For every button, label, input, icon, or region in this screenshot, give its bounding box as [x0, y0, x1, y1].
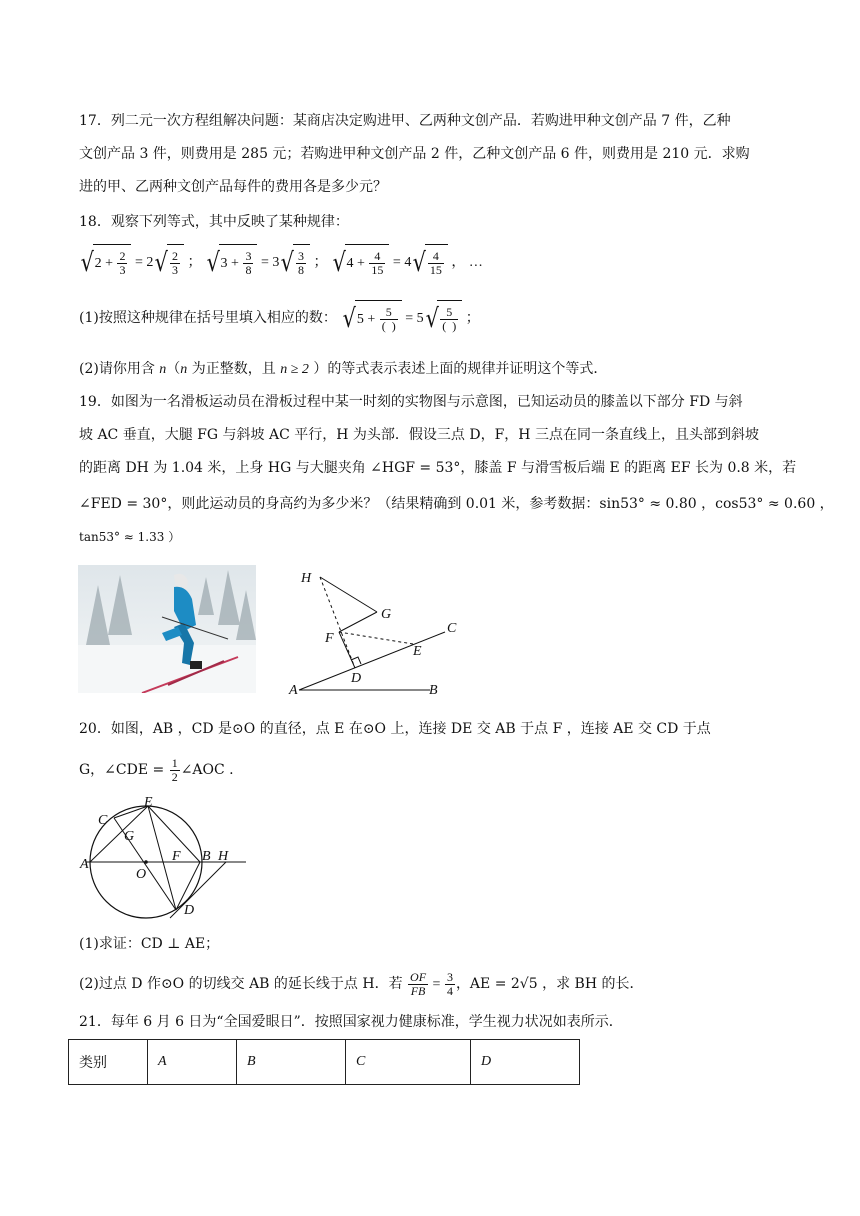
q20-part1: (1)求证：CD ⊥ AE；: [79, 936, 220, 952]
label-O2: O: [136, 867, 147, 882]
table-cell: B: [237, 1040, 346, 1085]
q18-part1: (1)按照这种规律在括号里填入相应的数： √5 + $\frac{5}{( )}$ = 5√ $\frac{5}{( )}$ ；: [79, 300, 480, 338]
skier-photo: [78, 565, 256, 693]
label-B: B: [429, 683, 438, 698]
table-row: [69, 1040, 580, 1085]
label-C2: C: [98, 813, 108, 828]
q19-diagram: [285, 560, 485, 700]
label-G2: G: [124, 829, 135, 844]
q20-line2b: ∠AOC .: [180, 762, 234, 778]
label-D: D: [351, 671, 362, 686]
table-cell: 类别: [69, 1040, 148, 1085]
q20-diagram: [76, 792, 256, 922]
label-H: H: [301, 571, 312, 586]
q19-line4: ∠FED = 30°，则此运动员的身高约为多少米？（结果精确到 0.01 米，参考数据：sin53° ≈ 0.80 ，cos53° ≈ 0.60 ，: [79, 496, 834, 512]
label-A2: A: [80, 857, 89, 872]
q19-line3: 的距离 DH 为 1.04 米，上身 HG 与大腿夹角 ∠HGF = 53°，膝盖 F 与滑雪板后端 E 的距离 EF 长为 0.8 米，若: [79, 460, 797, 476]
q18-var-n: n: [159, 362, 167, 377]
table-cell: D: [471, 1040, 580, 1085]
label-A: A: [289, 683, 298, 698]
q20-part2b: ，AE = 2√5 ，求 BH 的长．: [455, 976, 644, 992]
q18-cond: n ≥ 2: [280, 362, 309, 377]
q17-line3: 进的甲、乙两种文创产品每件的费用各是多少元？: [79, 179, 387, 195]
q21-line1: 21．每年 6 月 6 日为“全国爱眼日”．按照国家视力健康标准，学生视力状况如表所示．: [79, 1014, 623, 1030]
label-B2: B: [202, 849, 211, 864]
q18-part2-d: ）的等式表示表述上面的规律并证明这个等式．: [308, 361, 608, 377]
label-G: G: [381, 607, 392, 622]
q19-line2: 坡 AC 垂直，大腿 FG 与斜坡 AC 平行，H 为头部．假设三点 D，F，H 三点在同一条直线上，且头部到斜坡: [79, 427, 759, 443]
q17-line2: 文创产品 3 件，则费用是 285 元；若购进甲种文创产品 2 件，乙种文创产品 6 件，则费用是 210 元．求购: [79, 146, 750, 162]
label-E: E: [413, 644, 422, 659]
q17-line1: 17．列二元一次方程组解决问题：某商店决定购进甲、乙两种文创产品．若购进甲种文创产品 7 件，乙种: [79, 113, 731, 129]
q18-part2-b: （: [166, 361, 181, 377]
label-H2: H: [218, 849, 229, 864]
label-F: F: [325, 631, 334, 646]
q18-intro: 18．观察下列等式，其中反映了某种规律：: [79, 214, 349, 230]
q20-line2: G，∠CDE = $\frac{1}{2}$ ∠AOC .: [79, 755, 234, 784]
table-cell: C: [346, 1040, 471, 1085]
q19-line5: tan53° ≈ 1.33 ）: [79, 530, 181, 544]
q18-part2-c: 为正整数，且: [187, 361, 281, 377]
label-C: C: [447, 621, 457, 636]
table-cell: A: [148, 1040, 237, 1085]
q18-part1-text: (1)按照这种规律在括号里填入相应的数：: [79, 310, 337, 327]
vision-table: [68, 1039, 580, 1085]
q18-part2: (2)请你用含 n（n 为正整数，且 n ≥ 2 ）的等式表示表述上面的规律并证明这个等式．: [79, 361, 608, 377]
label-E2: E: [144, 795, 153, 810]
q20-line2a: G，∠CDE =: [79, 762, 169, 778]
q19-line1: 19．如图为一名滑板运动员在滑板过程中某一时刻的实物图与示意图，已知运动员的膝盖以下部分 FD 与斜: [79, 394, 743, 410]
q18-equations: √2 + $\frac{2}{3}$ = 2√ $\frac{2}{3}$ ； √3 + $\frac{3}{8}$ = 3√ $\frac{3}{8}$ ； √4 + $\frac{4}{15}$ = 4√ $\frac{4}{15}$ ， …: [79, 244, 483, 282]
q20-part2: (2)过点 D 作⊙O 的切线交 AB 的延长线于点 H．若 $\frac{OF}{FB}$ = $\frac{3}{4}$ ，AE = 2√5 ，求 BH 的长．: [79, 969, 644, 998]
q18-part2-a: (2)请你用含: [79, 361, 160, 377]
q20-part2a: (2)过点 D 作⊙O 的切线交 AB 的延长线于点 H．若: [79, 976, 403, 992]
label-F2: F: [172, 849, 181, 864]
q20-line1: 20．如图，AB ，CD 是⊙O 的直径，点 E 在⊙O 上，连接 DE 交 AB 于点 F ，连接 AE 交 CD 于点: [79, 721, 711, 737]
label-D2: D: [184, 903, 195, 918]
